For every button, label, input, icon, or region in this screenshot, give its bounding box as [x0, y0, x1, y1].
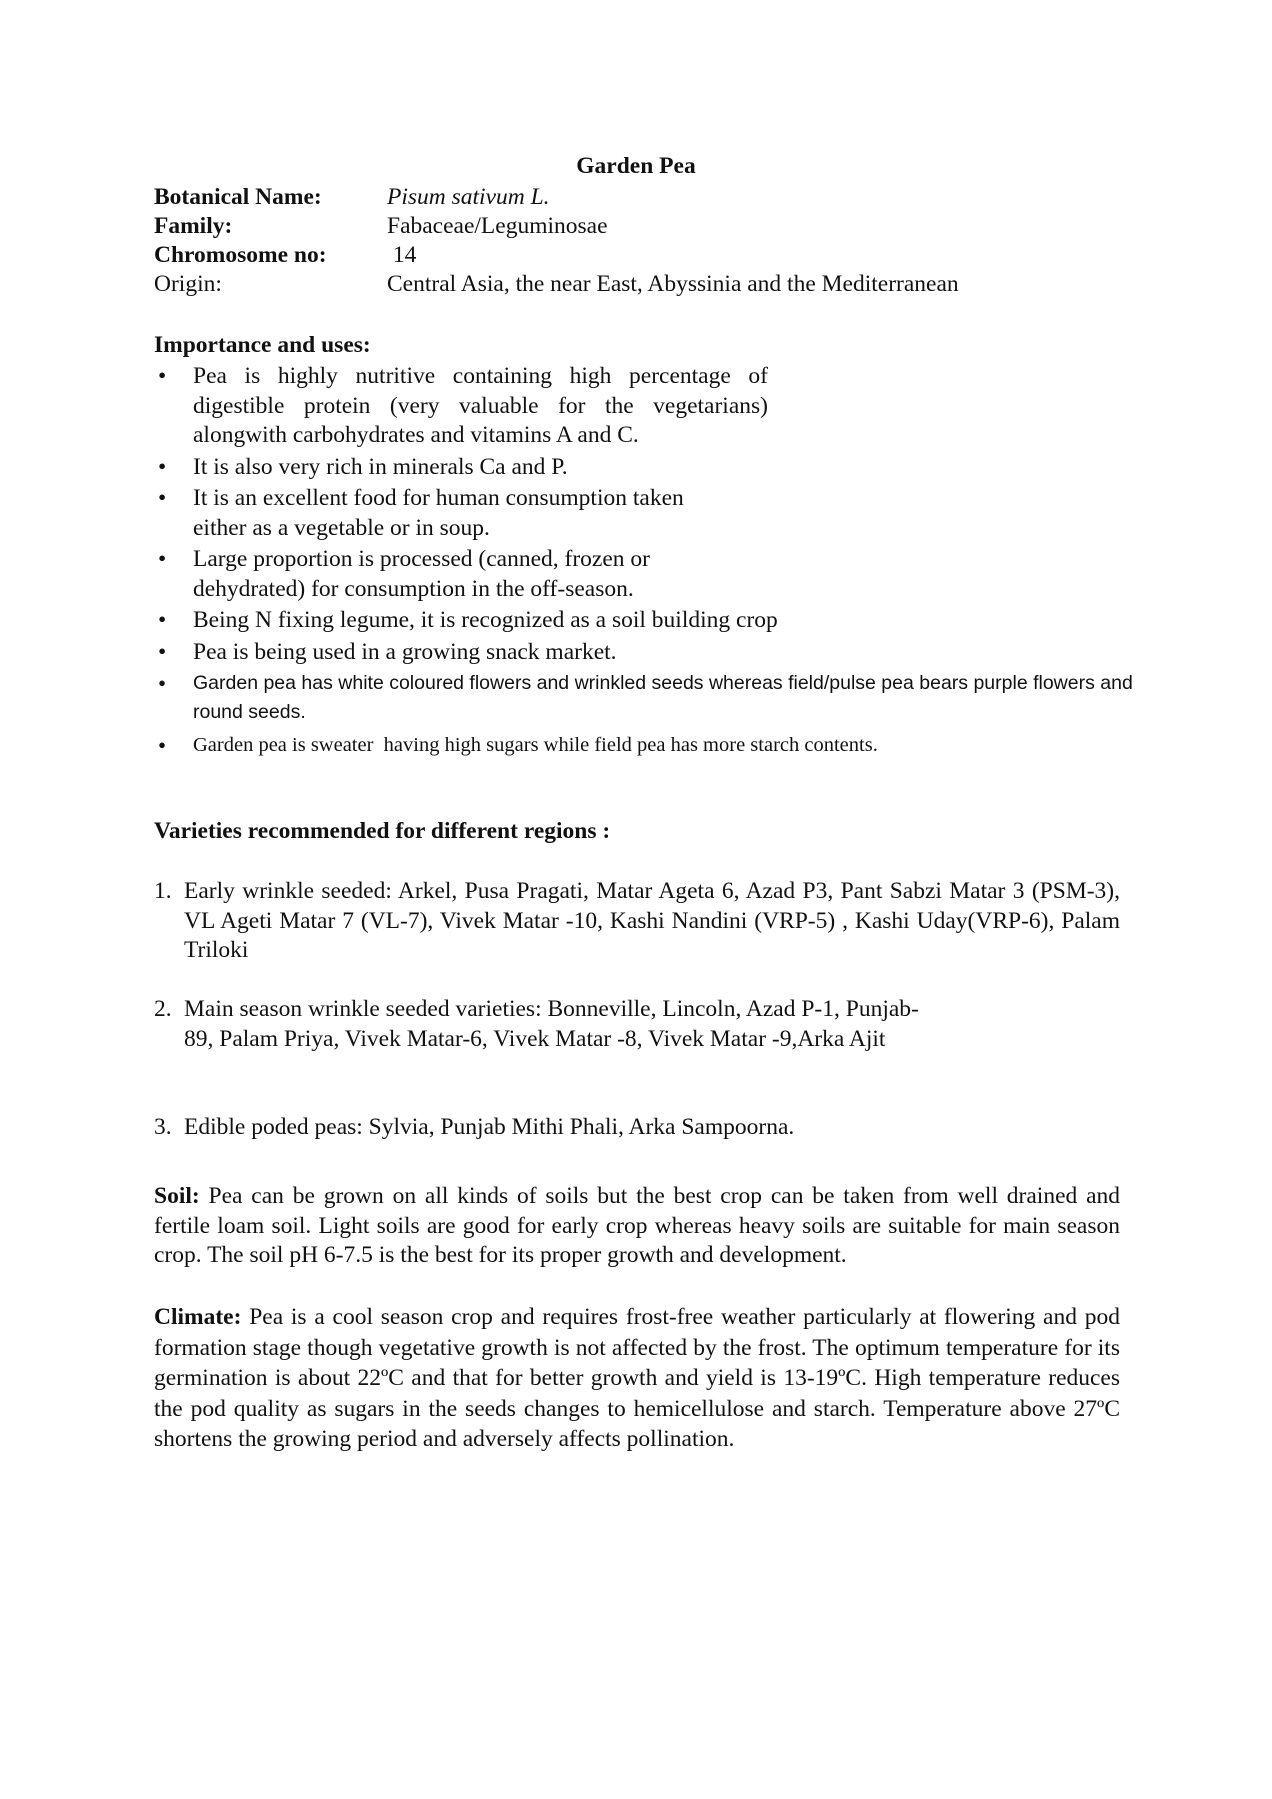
climate-text: Pea is a cool season crop and requires frost-free weather particularly at flowering and pod formation stage though vegetative growth is not affected by the frost. The optimum temperature for its germination is about 22ºC and that for better growth and yield is 13-19ºC. High temperature reduces the pod quality as sugars in the seeds changes to hemicellulose and starch. Temperature above 27ºC shortens the growing period and adversely affects pollination.	[154, 1304, 1120, 1452]
info-value: Pisum sativum L.	[387, 184, 550, 210]
bullet-icon: •	[158, 485, 167, 511]
item-number: 2.	[154, 996, 172, 1022]
varieties-list	[154, 877, 1120, 966]
variety-text: Early wrinkle seeded: Arkel, Pusa Pragati, Matar Ageta 6, Azad P3, Pant Sabzi Matar 3 (PSM-3), VL Ageti Matar 7 (VL-7), Vivek Matar -10, Kashi Nandini (VRP-5) , Kashi Uday(VRP-6), Palam Triloki	[184, 878, 1120, 963]
soil-label: Soil:	[154, 1183, 200, 1209]
list-item-text: Garden pea is sweater having high sugars while field pea has more starch contents.	[193, 734, 878, 756]
soil-paragraph	[154, 1182, 1120, 1271]
list-item-text: Large proportion is processed (canned, frozen or dehydrated) for consumption in the off-season.	[193, 546, 650, 602]
bullet-icon: •	[158, 607, 167, 633]
bullet-icon: •	[158, 638, 167, 665]
info-value: 14	[387, 242, 417, 268]
info-label: Chromosome no:	[154, 242, 327, 268]
info-value: Fabaceae/Leguminosae	[387, 213, 608, 239]
climate-label: Climate:	[154, 1304, 242, 1330]
list-item	[154, 606, 1154, 636]
soil-text: Pea can be grown on all kinds of soils but the best crop can be taken from well drained and fertile loam soil. Light soils are good for early crop whereas heavy soils are suitable for main season crop. The soil pH 6-7.5 is the best for its proper growth and development.	[154, 1183, 1120, 1268]
bullet-icon: •	[158, 453, 167, 480]
variety-text: Edible poded peas: Sylvia, Punjab Mithi Phali, Arka Sampoorna.	[184, 1114, 795, 1140]
list-item	[154, 453, 1154, 483]
list-item	[154, 545, 1154, 604]
list-item	[154, 484, 1154, 543]
info-label: Origin:	[154, 271, 222, 297]
varieties-heading: Varieties recommended for different regions :	[154, 818, 611, 844]
list-item-text: It is an excellent food for human consumption taken either as a vegetable or in soup.	[193, 485, 684, 541]
info-value: Central Asia, the near East, Abyssinia and the Mediterranean	[387, 271, 959, 297]
bullet-icon: •	[158, 363, 167, 389]
importance-list	[154, 362, 1154, 761]
item-number: 1.	[154, 878, 172, 904]
bullet-icon: •	[158, 546, 167, 572]
bullet-icon: •	[158, 733, 167, 758]
varieties-list	[154, 1113, 1120, 1143]
climate-paragraph	[154, 1302, 1120, 1455]
info-row-family	[154, 212, 959, 241]
variety-text: Main season wrinkle seeded varieties: Bonneville, Lincoln, Azad P-1, Punjab-89, Palam Priya, Vivek Matar-6, Vivek Matar -8, Vivek Matar -9,Arka Ajit	[184, 996, 919, 1052]
list-item-text: It is also very rich in minerals Ca and P.	[193, 453, 568, 480]
list-item	[154, 362, 1154, 451]
variety-item	[154, 1113, 1120, 1143]
list-item-text: Pea is highly nutritive containing high percentage of digestible protein (very valuable for the vegetarians) alongwith carbohydrates and vitamins A and C.	[193, 363, 768, 448]
list-item	[154, 731, 1154, 761]
document-title: Garden Pea	[576, 153, 696, 179]
list-item	[154, 638, 1154, 668]
list-item-text: Being N fixing legume, it is recognized as a soil building crop	[193, 607, 778, 633]
bullet-icon: •	[158, 671, 167, 696]
importance-heading: Importance and uses:	[154, 332, 371, 358]
variety-item	[154, 995, 1120, 1054]
list-item	[154, 669, 1154, 727]
info-label: Botanical Name:	[154, 184, 322, 210]
info-row-chromosome	[154, 241, 959, 270]
info-row-botanical-name	[154, 183, 959, 212]
info-label: Family:	[154, 213, 233, 239]
list-item-text: Pea is being used in a growing snack market.	[193, 638, 617, 665]
variety-item	[154, 877, 1120, 966]
crop-info-table	[154, 183, 959, 299]
varieties-list	[154, 995, 1120, 1054]
info-row-origin	[154, 270, 959, 299]
list-item-text: Garden pea has white coloured flowers and wrinkled seeds whereas field/pulse pea bears purple flowers and round seeds.	[193, 672, 1133, 723]
item-number: 3.	[154, 1114, 172, 1140]
